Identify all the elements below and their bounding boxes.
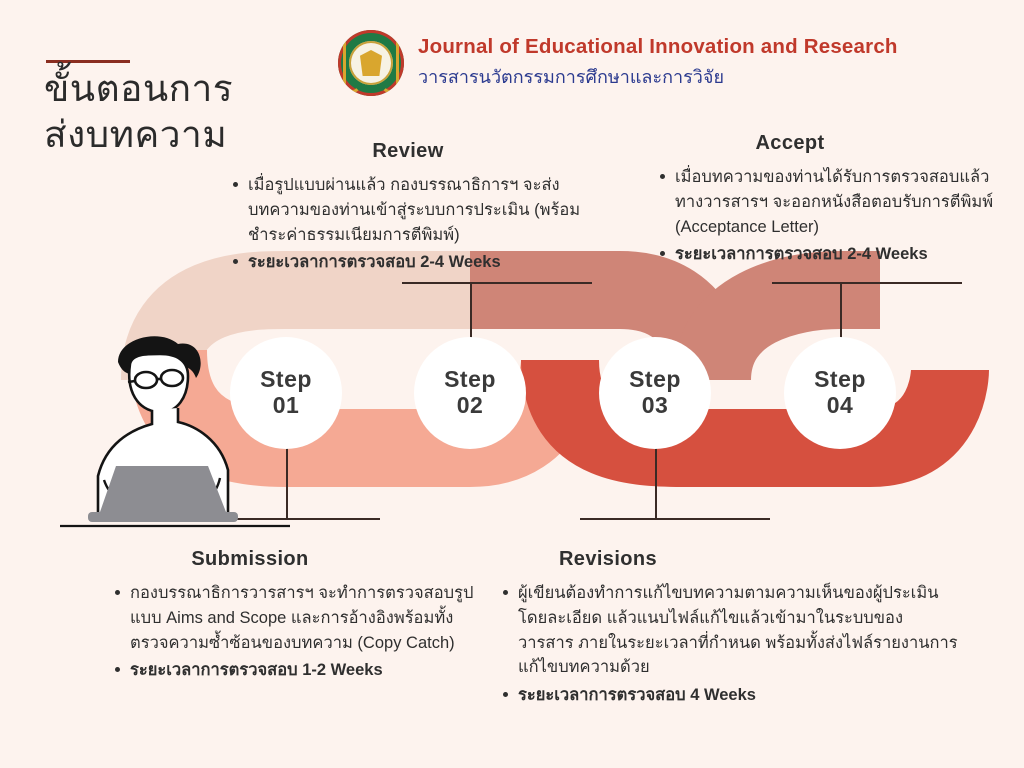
- block-review-item-2: ระยะเวลาการตรวจสอบ 2-4 Weeks: [248, 250, 588, 275]
- step-label-01: Step: [260, 366, 312, 393]
- block-submission-list: [110, 581, 480, 683]
- step-number-01: 01: [272, 392, 300, 418]
- block-revisions: [498, 548, 958, 711]
- block-review: [228, 140, 588, 278]
- block-review-item-1: เมื่อรูปแบบผ่านแล้ว กองบรรณาธิการฯ จะส่งบทความของท่านเข้าสู่ระบบการประเมิน (พร้อมชำระค่าธรรมเนียมการตีพิมพ์): [248, 173, 588, 247]
- journal-title-group: [418, 35, 898, 91]
- page-title-line2: ส่งบทความ: [44, 114, 228, 156]
- block-accept-item-1: เมื่อบทความของท่านได้รับการตรวจสอบแล้วทางวารสารฯ จะออกหนังสือตอบรับการตีพิมพ์ (Acceptance Letter): [675, 165, 1005, 239]
- step-number-03: 03: [641, 392, 669, 418]
- step-label-03: Step: [629, 366, 681, 393]
- block-submission-heading: Submission: [191, 548, 309, 570]
- block-accept: [655, 132, 1005, 270]
- step-circle-04[interactable]: [784, 337, 896, 449]
- connector-step2-horizontal: [402, 282, 592, 284]
- block-revisions-list: [498, 581, 958, 708]
- block-revisions-item-2: ระยะเวลาการตรวจสอบ 4 Weeks: [518, 683, 958, 708]
- person-working-illustration: [60, 320, 290, 550]
- journal-branding: [338, 30, 898, 96]
- title-underline-rule: [46, 60, 130, 63]
- connector-step4-horizontal: [772, 282, 962, 284]
- block-submission: [110, 548, 480, 686]
- block-revisions-heading: Revisions: [558, 548, 658, 570]
- connector-step3-down: [655, 448, 657, 518]
- step-label-04: Step: [814, 366, 866, 393]
- block-review-list: [228, 173, 588, 275]
- journal-logo-icon: [338, 30, 404, 96]
- step-circle-02[interactable]: [414, 337, 526, 449]
- block-accept-heading: Accept: [755, 132, 825, 154]
- step-number-02: 02: [456, 392, 484, 418]
- step-circle-03[interactable]: [599, 337, 711, 449]
- block-submission-item-1: กองบรรณาธิการวารสารฯ จะทำการตรวจสอบรูปแบบ Aims and Scope และการอ้างอิงพร้อมทั้งตรวจความซ้ำซ้อนของบทความ (Copy Catch): [130, 581, 480, 655]
- page-title-line1: ขั้นตอนการ: [44, 68, 234, 109]
- journal-title-th: วารสารนวัตกรรมการศึกษาและการวิจัย: [418, 67, 724, 87]
- step-number-04: 04: [826, 392, 854, 418]
- block-accept-item-2: ระยะเวลาการตรวจสอบ 2-4 Weeks: [675, 242, 1005, 267]
- block-review-heading: Review: [372, 140, 444, 162]
- block-revisions-item-1: ผู้เขียนต้องทำการแก้ไขบทความตามความเห็นของผู้ประเมินโดยละเอียด แล้วแนบไฟล์แก้ไขแล้วเข้ามาในระบบของวารสาร ภายในระยะเวลาที่กำหนด พร้อมทั้งส่งไฟล์รายงานการแก้ไขบทความด้วย: [518, 581, 958, 680]
- block-submission-item-2: ระยะเวลาการตรวจสอบ 1-2 Weeks: [130, 658, 480, 683]
- block-accept-list: [655, 165, 1005, 267]
- logo-inner-disc: [349, 41, 393, 85]
- journal-title-en: Journal of Educational Innovation and Research: [418, 35, 898, 58]
- step-label-02: Step: [444, 366, 496, 393]
- connector-step3-horizontal: [580, 518, 770, 520]
- crest-icon: [360, 50, 382, 76]
